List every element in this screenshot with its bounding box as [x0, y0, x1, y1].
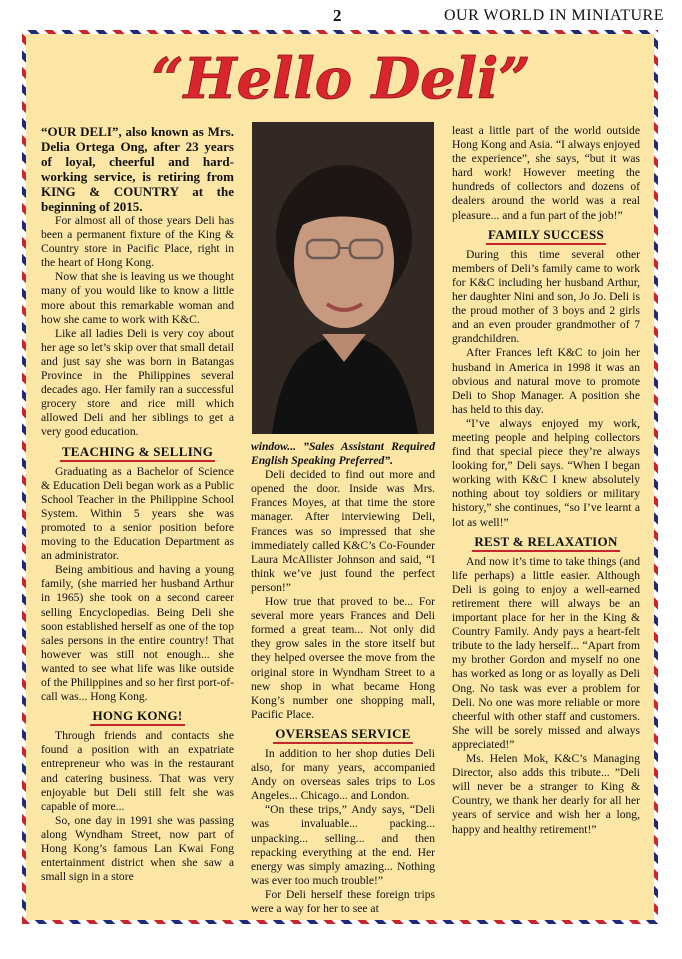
- paragraph: Graduating as a Bachelor of Science & Education Deli began work as a Public School Teacher in the Philippine School System. Within 5 years she was promoted to a senior position before moving to the Education Department as an administrator.: [41, 464, 234, 563]
- paragraph: After Frances left K&C to join her husband in America in 1998 it was an obvious and natural move to promote Deli to Shop Manager. A position she has held to this day.: [452, 346, 640, 416]
- page-number: 2: [333, 6, 342, 25]
- heading-text: OVERSEAS SERVICE: [273, 726, 412, 744]
- column-1: [41, 124, 234, 884]
- title-text: “Hello Deli”: [151, 46, 531, 112]
- paragraph: Ms. Helen Mok, K&C’s Managing Director, also adds this tribute... ”Deli will never be a stranger to King & Country, we thank her dearly for all her years of service and wish her a long, happy and healthy retirement!”: [452, 752, 640, 836]
- heading-text: REST & RELAXATION: [472, 534, 619, 552]
- paragraph: So, one day in 1991 she was passing along Wyndham Street, now part of Hong Kong’s famous Lan Kwai Fong entertainment district when she saw a small sign in a store: [41, 813, 234, 884]
- portrait-image: [252, 122, 434, 434]
- paragraph: For almost all of those years Deli has been a permanent fixture of the King & Country store in Pacific Place, right in the heart of Hong Kong.: [41, 214, 234, 270]
- column-2: [251, 440, 435, 916]
- paragraph: During this time several other members of Deli’s family came to work for K&C including her husband Arthur, her daughter Nini and son, Jo Jo. Deli is the proud mother of 3 boys and 2 girls and an even prouder grandmother of 7 grandchildren.: [452, 247, 640, 346]
- paragraph: Like all ladies Deli is very coy about her age so let’s skip over that small detail and just say she was born in Batangas Province in the Philippines several decades ago. Her family ran a successful grocery store and rice mill which allowed Deli and her siblings to get a very good education.: [41, 326, 234, 439]
- article-title: [151, 38, 531, 118]
- paragraph: How true that proved to be... For several more years Frances and Deli formed a great team... Not only did they grow sales in the store itself but they helped oversee the move from the original store in Wyndham Street to a new shop in what became Hong Kong’s number one shopping mall, Pacific Place.: [251, 595, 435, 721]
- heading-text: FAMILY SUCCESS: [486, 227, 606, 245]
- paragraph: Now that she is leaving us we thought many of you would like to know a little more about this remarkable woman and how she came to work with K&C.: [41, 270, 234, 326]
- portrait-photo: [252, 122, 434, 434]
- section-heading-overseas: [251, 727, 435, 741]
- paragraph: least a little part of the world outside Hong Kong and Asia. “I always enjoyed the experience”, she says, “but it was hard work! However meeting the hundreds of collectors and dozens of dealers around the world was a real pleasure... and a fun part of the job!”: [452, 124, 640, 222]
- paragraph: Deli decided to find out more and opened the door. Inside was Mrs. Frances Moyes, at that time the store manager. After interviewing Deli, Frances was so impressed that she immediately called K&C’s Co-Founder Laura McAllister Johnson and said, “I think we’ve just found the perfect person!”: [251, 468, 435, 594]
- section-heading-family: [452, 228, 640, 242]
- lead-paragraph: “OUR DELI”, also known as Mrs. Delia Ortega Ong, after 23 years of loyal, cheerful and hard-working service, is retiring from KING & COUNTRY at the beginning of 2015.: [41, 124, 234, 214]
- paragraph: And now it’s time to take things (and life perhaps) a little easier. Although Deli is going to enjoy a well-earned retirement there will always be an important place for her in the King & Country Family. Andy pays a heart-felt tribute to the lady herself... “Apart from my brother Gordon and myself no one has worked as long or as loyally as Deli Ong. No task was ever a problem for Deli. No one was more reliable or more cheerful with other staff and customers. She will be sorely missed and always appreciated!”: [452, 554, 640, 751]
- section-heading-hong-kong: [41, 709, 234, 723]
- paragraph: Through friends and contacts she found a position with an expatriate entrepreneur who was in the restaurant and catering business. That was very enjoyable but Deli still felt she was capable of more...: [41, 729, 234, 813]
- paragraph: In addition to her shop duties Deli also, for many years, accompanied Andy on overseas sales trips to Los Angeles... Chicago... and London.: [251, 746, 435, 803]
- paragraph: “On these trips,” Andy says, “Deli was invaluable... packing... unpacking... selling... and then repacking everything at the end. Her energy was simply amazing... Nothing was ever too much trouble!”: [251, 803, 435, 887]
- page-header: [0, 6, 682, 28]
- heading-text: HONG KONG!: [90, 708, 184, 726]
- section-heading-rest: [452, 535, 640, 549]
- paragraph: “I’ve always enjoyed my work, meeting people and helping collectors find that special piece they’re always looking for,” Deli says. “When I began working with K&C I knew absolutely nothing about toy soldiers or military history,” she continues, “so I’ve learnt a lot as well!”: [452, 416, 640, 529]
- paragraph: For Deli herself these foreign trips were a way for her to see at: [251, 887, 435, 915]
- paragraph: Being ambitious and having a young family, (she married her husband Arthur in 1965) she took on a second career selling Encyclopedias. Being Deli she soon established herself as one of the top sales persons in the entire country! That however was still not enough... she wanted to see what life was like outside of the Philippines and so her first port-of-call was... Hong Kong.: [41, 563, 234, 704]
- paragraph: window... ”Sales Assistant Required English Speaking Preferred”.: [251, 440, 435, 468]
- publication-title: OUR WORLD IN MINIATURE: [443, 7, 664, 24]
- section-heading-teaching: [41, 445, 234, 459]
- heading-text: TEACHING & SELLING: [60, 444, 215, 462]
- column-3: [452, 124, 640, 837]
